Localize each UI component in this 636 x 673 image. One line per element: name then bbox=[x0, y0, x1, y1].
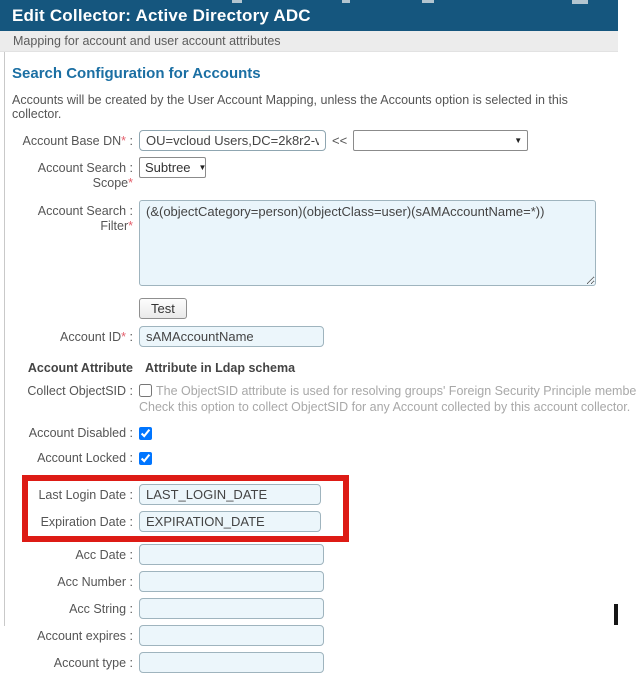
acc-number-row bbox=[12, 571, 618, 592]
expiration-date-label: Expiration Date : bbox=[40, 515, 133, 529]
objectsid-note-line2: Check this option to collect ObjectSID for any Account collected by this account collector. bbox=[139, 400, 631, 414]
collect-objectsid-row bbox=[12, 383, 636, 415]
account-type-row bbox=[12, 652, 618, 673]
ldap-schema-column-header: Attribute in Ldap schema bbox=[145, 361, 296, 375]
acc-string-input[interactable] bbox=[139, 598, 324, 619]
objectsid-note-line1: The ObjectSID attribute is used for resolving groups' Foreign Security Principle membe bbox=[156, 384, 636, 398]
account-search-filter-label: Account Search : Filter* bbox=[37, 204, 133, 233]
window-title-bar bbox=[0, 0, 618, 31]
last-login-date-label: Last Login Date : bbox=[38, 488, 133, 502]
acc-number-input[interactable] bbox=[139, 571, 324, 592]
account-locked-row bbox=[12, 450, 618, 467]
account-disabled-label: Account Disabled : bbox=[28, 426, 133, 440]
account-locked-checkbox[interactable] bbox=[139, 452, 152, 465]
acc-string-row bbox=[12, 598, 618, 619]
highlight-annotation-box bbox=[22, 475, 349, 542]
account-attribute-column-header: Account Attribute bbox=[27, 361, 133, 375]
test-row bbox=[12, 298, 618, 319]
chevron-down-icon: ▼ bbox=[198, 163, 207, 172]
base-dn-dropdown[interactable] bbox=[353, 130, 528, 151]
account-id-row bbox=[12, 326, 618, 347]
cropped-top-artifact bbox=[232, 0, 242, 3]
expiration-date-input[interactable] bbox=[139, 511, 321, 532]
account-id-input[interactable] bbox=[139, 326, 324, 347]
acc-date-label: Acc Date : bbox=[75, 548, 133, 562]
cropped-top-artifact bbox=[572, 0, 588, 4]
account-base-dn-row bbox=[12, 130, 618, 151]
account-type-label: Account type : bbox=[53, 656, 133, 670]
attribute-table-headers bbox=[12, 361, 618, 375]
account-disabled-checkbox[interactable] bbox=[139, 427, 152, 440]
last-login-date-input[interactable] bbox=[139, 484, 321, 505]
account-type-input[interactable] bbox=[139, 652, 324, 673]
account-search-scope-label: Account Search : Scope* bbox=[37, 161, 133, 190]
page-subtitle-bar bbox=[0, 31, 618, 52]
collect-objectsid-checkbox[interactable] bbox=[139, 384, 152, 397]
account-expires-label: Account expires : bbox=[37, 629, 133, 643]
expiration-date-row bbox=[28, 511, 343, 532]
acc-date-row bbox=[12, 544, 618, 565]
acc-string-label: Acc String : bbox=[69, 602, 133, 616]
form-content bbox=[4, 52, 636, 670]
cropped-top-artifact bbox=[422, 0, 434, 3]
cropped-scrollbar-artifact bbox=[614, 604, 618, 625]
section-note: Accounts will be created by the User Account Mapping, unless the Accounts option is selected in this collector. bbox=[12, 93, 568, 121]
account-search-filter-row bbox=[12, 200, 618, 291]
collect-objectsid-label: Collect ObjectSID : bbox=[27, 384, 133, 398]
account-locked-label: Account Locked : bbox=[37, 451, 133, 465]
account-search-filter-input[interactable] bbox=[139, 200, 596, 286]
account-expires-row bbox=[12, 625, 618, 646]
account-id-label: Account ID* : bbox=[60, 330, 133, 344]
test-button[interactable]: Test bbox=[139, 298, 187, 319]
scope-select-value: Subtree bbox=[145, 160, 191, 175]
cropped-top-artifact bbox=[342, 0, 350, 3]
acc-number-label: Acc Number : bbox=[57, 575, 133, 589]
account-search-scope-row bbox=[12, 157, 618, 191]
account-base-dn-input[interactable] bbox=[139, 130, 326, 151]
acc-date-input[interactable] bbox=[139, 544, 324, 565]
append-symbol: << bbox=[332, 133, 348, 148]
page-title: Edit Collector: Active Directory ADC bbox=[12, 6, 311, 25]
page-subtitle: Mapping for account and user account attributes bbox=[13, 34, 281, 48]
account-base-dn-label: Account Base DN* : bbox=[22, 134, 133, 148]
account-disabled-row bbox=[12, 425, 618, 442]
account-expires-input[interactable] bbox=[139, 625, 324, 646]
scope-select[interactable] bbox=[139, 157, 206, 178]
chevron-down-icon: ▼ bbox=[514, 136, 523, 145]
last-login-date-row bbox=[28, 484, 343, 505]
section-heading: Search Configuration for Accounts bbox=[12, 65, 261, 82]
